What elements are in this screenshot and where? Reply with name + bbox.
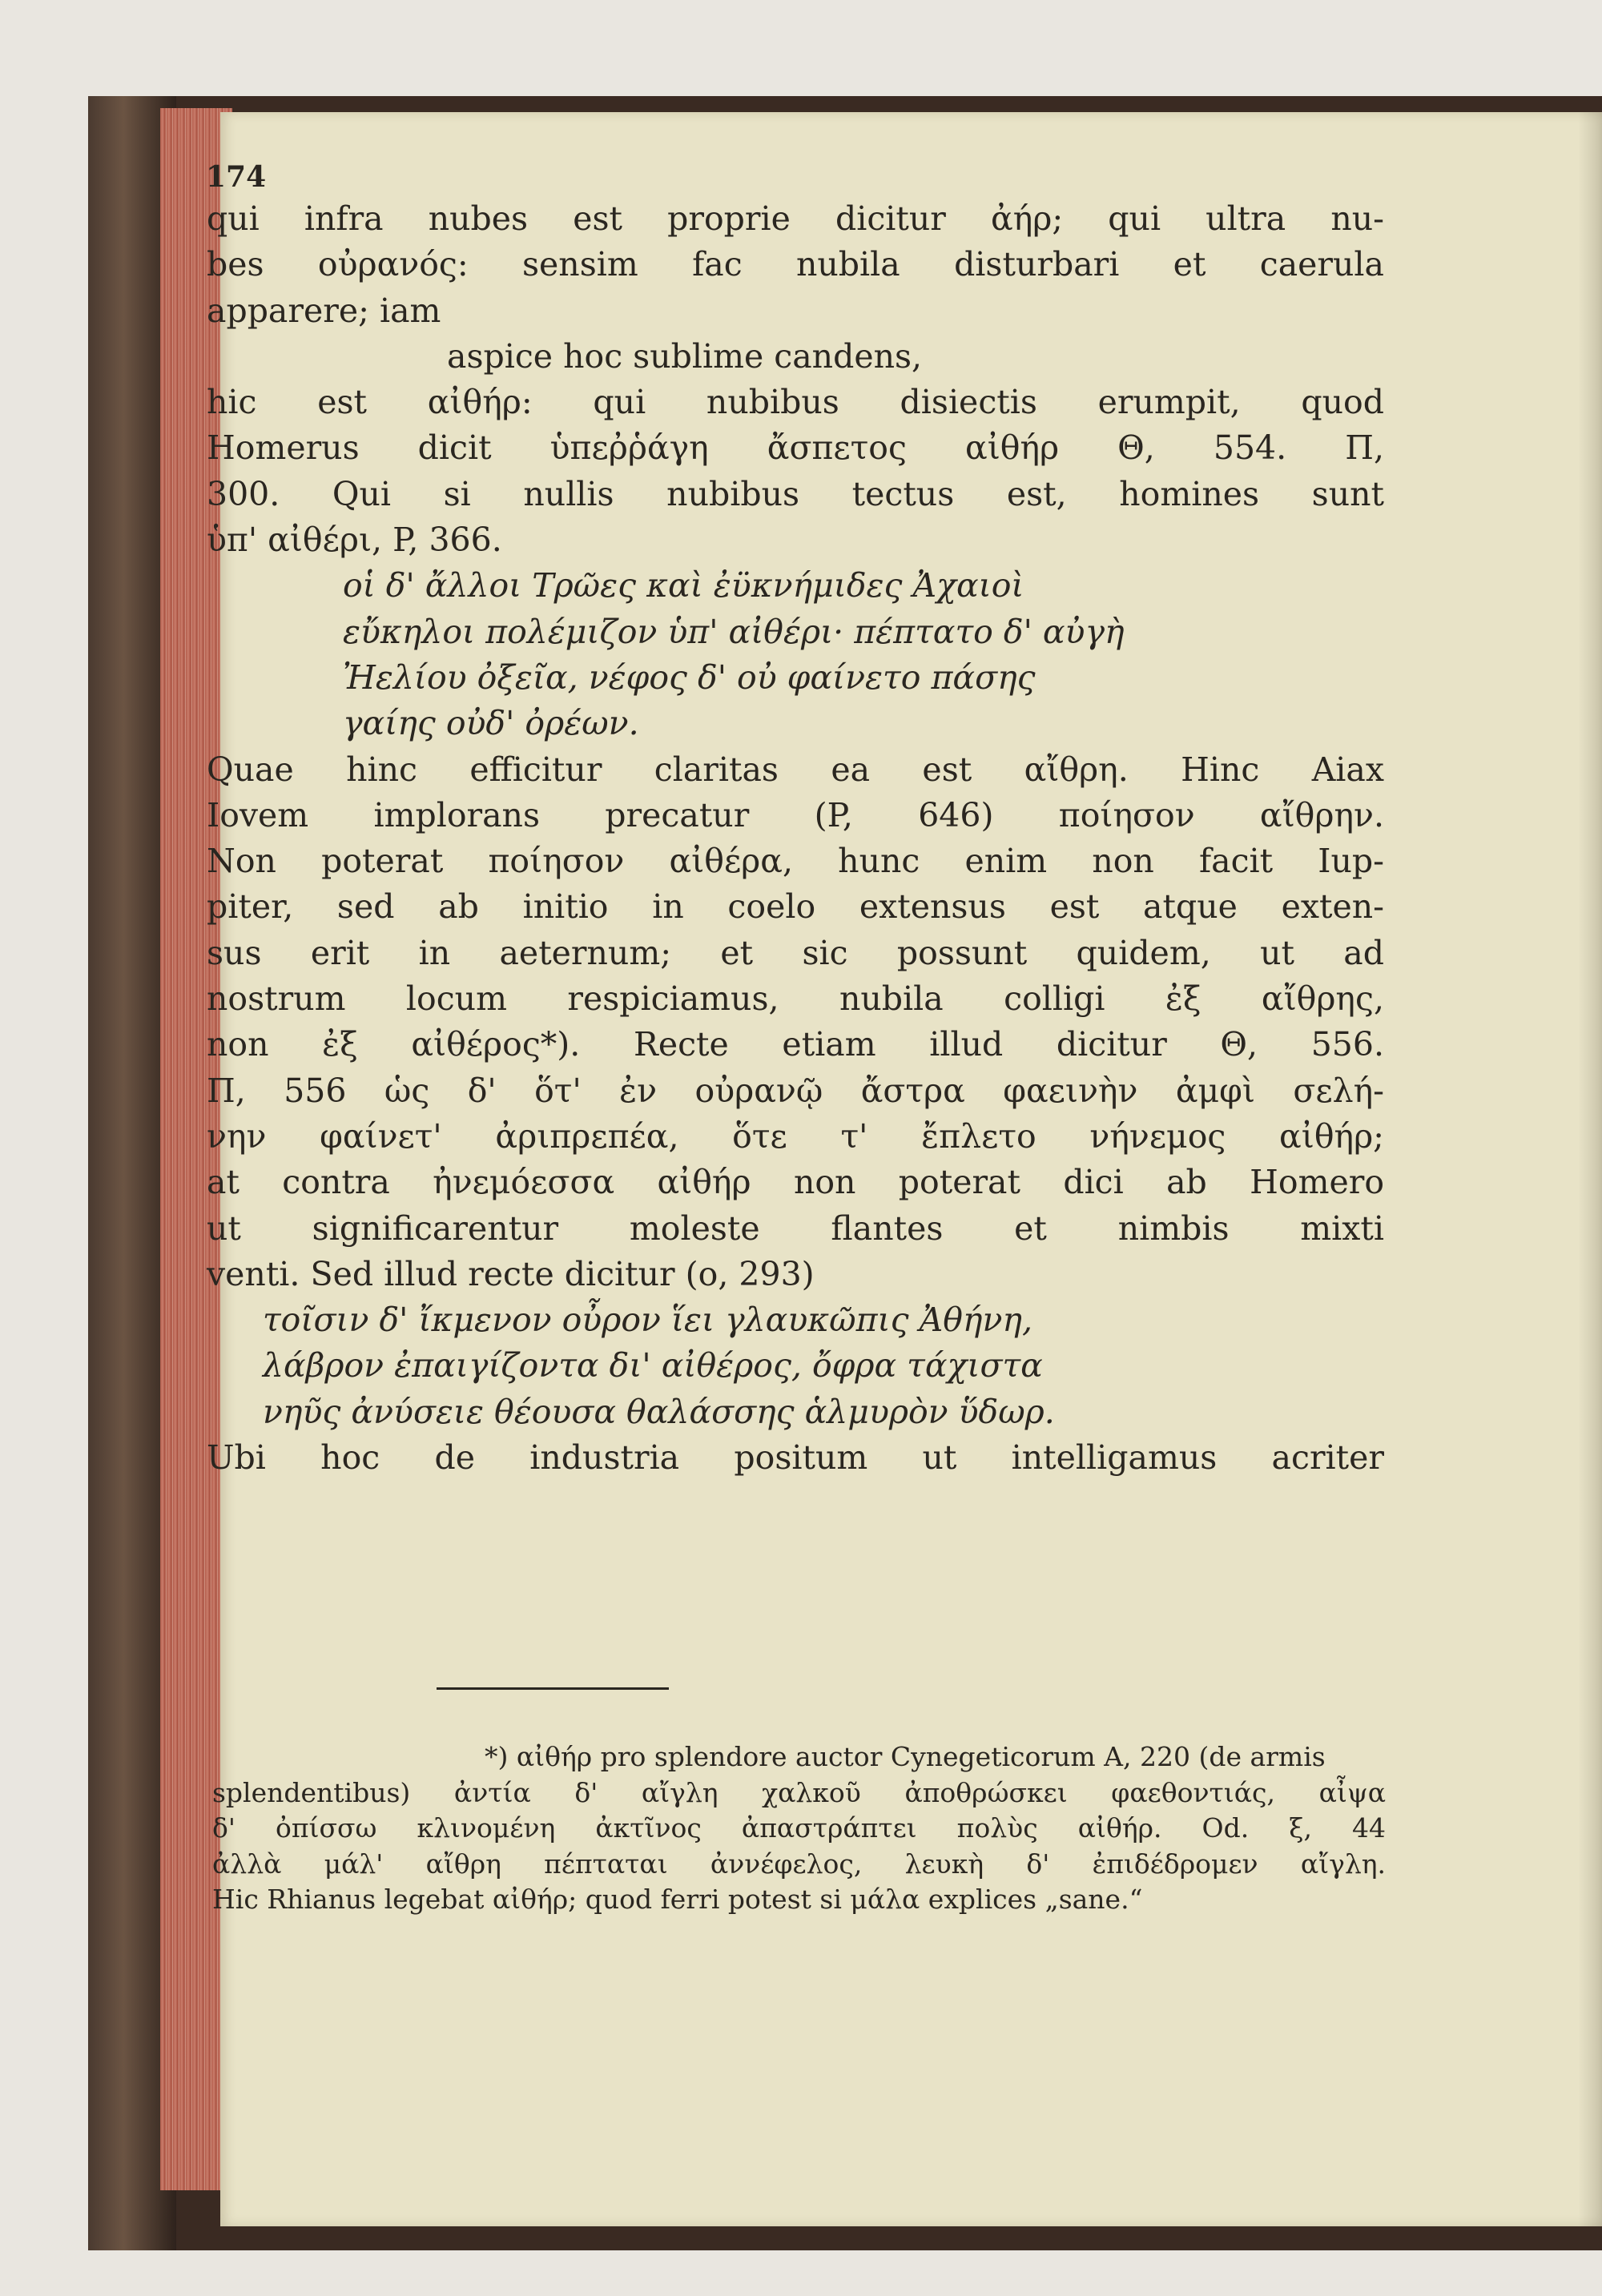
text-line: apparere; iam: [207, 291, 441, 330]
quotation-line: aspice hoc sublime candens,: [447, 336, 923, 376]
text-line: piter, sed ab initio in coelo extensus est atque exten-: [207, 887, 1384, 927]
poem-line: εὔκηλοι πολέμιζον ὑπ' αἰθέρι· πέπτατο δ' αὐγὴ: [343, 612, 1125, 651]
footnote-line: *) αἰθήρ pro splendore auctor Cynegeticorum A, 220 (de armis: [485, 1741, 1326, 1772]
footnote-divider: [437, 1687, 669, 1690]
text-line: sus erit in aeternum; et sic possunt quidem, ut ad: [207, 933, 1384, 972]
text-line: ὑπ' αἰθέρι, P, 366.: [207, 521, 502, 560]
text-line: non ἐξ αἰθέρος*). Recte etiam illud dicitur Θ, 556.: [207, 1025, 1384, 1064]
text-line: Π, 556 ὡς δ' ὅτ' ἐν οὐρανῷ ἄστρα φαεινὴν ἀμφὶ σελή-: [207, 1071, 1384, 1110]
text-line: bes οὐρανός: sensim fac nubila disturbari et caerula: [207, 245, 1384, 284]
main-text: [207, 196, 1384, 1481]
text-line: at contra ἠνεμόεσσα αἰθήρ non poterat dici ab Homero: [207, 1163, 1384, 1202]
text-line: Ubi hoc de industria positum ut intelligamus acriter: [207, 1438, 1384, 1478]
text-line: Non poterat ποίησον αἰθέρα, hunc enim non facit Iup-: [207, 842, 1384, 881]
text-line: Quae hinc efficitur claritas ea est αἴθρη. Hinc Aiax: [207, 750, 1384, 789]
text-line: hic est αἰθήρ: qui nubibus disiectis erumpit, quod: [207, 383, 1384, 422]
text-line: qui infra nubes est proprie dicitur ἀήρ; qui ultra nu-: [207, 199, 1384, 238]
poem-line: γαίης οὐδ' ὀρέων.: [343, 704, 639, 743]
footnote-line: δ' ὀπίσσω κλινομένη ἀκτῖνος ἀπαστράπτει πολὺς αἰθήρ. Od. ξ, 44: [212, 1812, 1386, 1844]
footnote-line: splendentibus) ἀντία δ' αἴγλη χαλκοῦ ἀποθρώσκει φαεθοντιάς, αἶψα: [212, 1776, 1386, 1808]
text-line: venti. Sed illud recte dicitur (ο, 293): [207, 1254, 815, 1293]
text-line: Homerus dicit ὑπεῤῥάγη ἄσπετος αἰθήρ Θ, 554. Π,: [207, 428, 1384, 468]
poem-line: τοῖσιν δ' ἴκμενον οὖρον ἵει γλαυκῶπις Ἀθήνη,: [263, 1301, 1032, 1340]
gutter-shadow: [1578, 112, 1602, 2226]
text-line: Iovem implorans precatur (P, 646) ποίησον αἴθρην.: [207, 795, 1384, 834]
page-number: 174: [206, 160, 267, 194]
footnote-line: ἀλλὰ μάλ' αἴθρη πέπταται ἀννέφελος, λευκὴ δ' ἐπιδέδρομεν αἴγλη.: [212, 1848, 1386, 1880]
footnote-line: Hic Rhianus legebat αἰθήρ; quod ferri potest si μάλα explices „sane.“: [212, 1884, 1143, 1915]
footnote: [212, 1739, 1386, 1918]
text-line: ut significarentur moleste flantes et nimbis mixti: [207, 1208, 1384, 1248]
poem-line: λάβρον ἐπαιγίζοντα δι' αἰθέρος, ὄφρα τάχιστα: [263, 1346, 1043, 1385]
text-line: 300. Qui si nullis nubibus tectus est, homines sunt: [207, 474, 1384, 513]
text-line: nostrum locum respiciamus, nubila colligi ἐξ αἴθρης,: [207, 979, 1384, 1019]
poem-line: οἱ δ' ἄλλοι Τρῶες καὶ ἐϋκνήμιδες Ἀχαιοὶ: [343, 566, 1024, 605]
poem-line: νηῦς ἀνύσειε θέουσα θαλάσσης ἁλμυρὸν ὕδωρ.: [263, 1392, 1055, 1431]
text-line: νην φαίνετ' ἀριπρεπέα, ὅτε τ' ἔπλετο νήνεμος αἰθήρ;: [207, 1116, 1384, 1156]
poem-line: Ἠελίου ὀξεῖα, νέφος δ' οὐ φαίνετο πάσης: [343, 657, 1036, 697]
